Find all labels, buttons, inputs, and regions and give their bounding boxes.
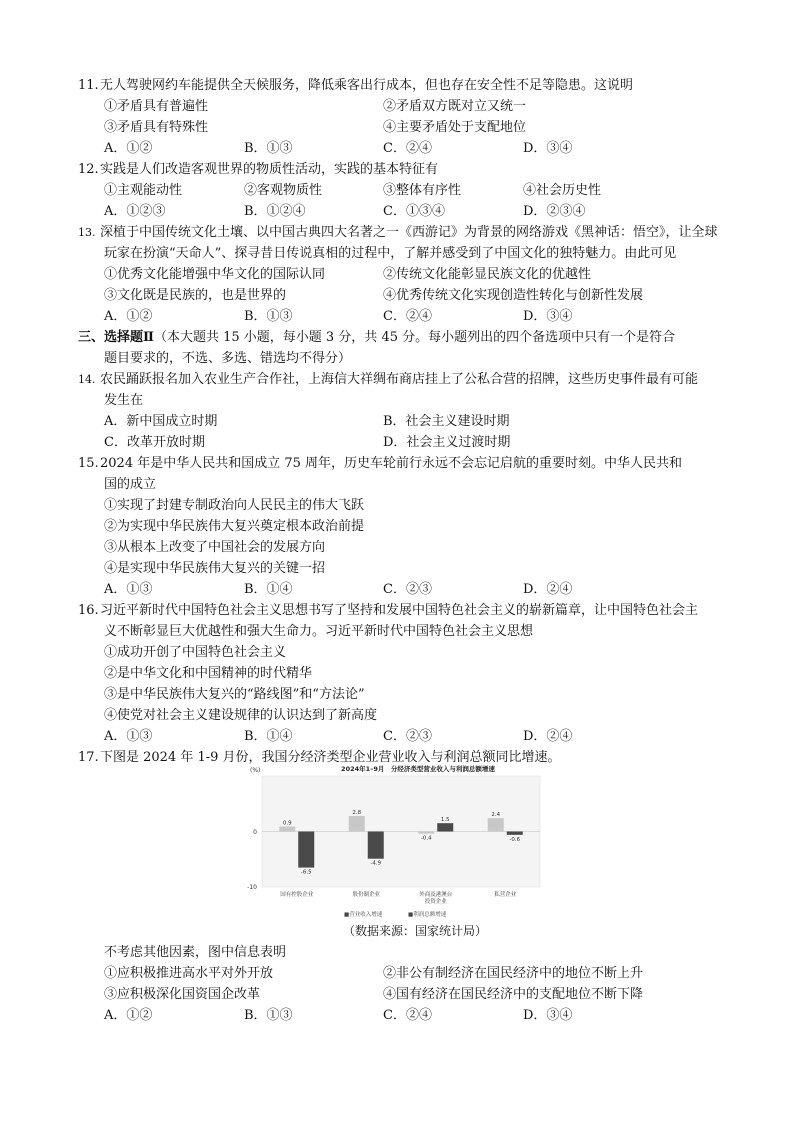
q11-item-3: ③矛盾具有特殊性 [104,120,209,135]
bar-revenue-1 [349,816,365,832]
q17-item-2: ②非公有制经济在国民经济中的地位不断上升 [383,966,644,981]
question-12-stem [78,161,439,179]
stem-text: 无人驾驶网约车能提供全天候服务，降低乘客出行成本，但也存在安全性不足等隐患。这说明 [100,78,634,93]
x-axis-labels [280,890,517,905]
q15-choice-a[interactable]: A．①③ [104,582,153,597]
x-tick-label-1-0: 股份制企业 [352,892,381,898]
q17-item-4: ④国有经济在国民经济中的支配地位不断下降 [383,987,644,1002]
bar-revenue-0 [279,827,295,832]
q13-choice-c[interactable]: C．②④ [383,309,432,324]
data-label-profit-1: -4.9 [370,860,382,867]
data-label-profit-0: -6.5 [300,869,312,876]
q16-item-3: ③是中华民族伟大复兴的“路线图”和“方法论” [104,687,365,702]
bar-revenue-2 [418,832,434,834]
q15-choice-c[interactable]: C．②③ [383,582,432,597]
question-14-stem-line-2: 发生在 [104,393,144,408]
q17-item-1: ①应积极推进高水平对外开放 [104,966,274,981]
bar-profit-0 [298,832,314,868]
q15-item-4: ④是实现中华民族伟大复兴的关键一招 [104,561,326,576]
q11-choice-d[interactable]: D．③④ [523,141,573,156]
question-number: 17. [78,750,99,765]
data-label-profit-2: 1.5 [440,817,450,824]
bar-revenue-3 [488,818,504,831]
q13-item-3: ③文化既是民族的，也是世界的 [104,288,287,303]
question-number: 12. [78,162,99,177]
q16-item-4: ④使党对社会主义建设规律的认识达到了新高度 [104,708,378,723]
q12-item-2: ②客观物质性 [244,183,323,198]
data-label-revenue-0: 0.9 [282,820,292,827]
q16-item-1: ①成功开创了中国特色社会主义 [104,645,287,660]
stem-text: 实践是人们改造客观世界的物质性活动，实践的基本特征有 [100,162,439,177]
q11-item-1: ①矛盾具有普遍性 [104,99,209,114]
data-label-revenue-1: 2.8 [352,809,362,816]
data-label-revenue-3: 2.4 [491,812,501,819]
legend-item-profit: ■利润总额增速 [408,912,447,918]
bar-profit-3 [507,832,523,835]
question-13-stem-line-1 [78,224,718,242]
q16-choice-c[interactable]: C．②③ [383,729,432,744]
question-number: 11. [78,78,99,93]
legend [344,910,447,918]
legend-item-revenue: ■营业收入增速 [344,912,383,918]
q16-item-2: ②是中华文化和中国精神的时代精华 [104,666,313,681]
stem-text: 农民踊跃报名加入农业生产合作社，上海信大祥绸布商店挂上了公私合营的招牌，这些历史事件最有可能 [100,372,699,387]
q11-item-4: ④主要矛盾处于支配地位 [383,120,527,135]
q13-item-4: ④优秀传统文化实现创造性转化与创新性发展 [383,288,644,303]
question-11-stem [78,77,634,95]
q13-choice-a[interactable]: A．①② [104,309,153,324]
q16-choice-b[interactable]: B．①④ [244,729,293,744]
stem-text: 下图是 2024 年 1-9 月份，我国分经济类型企业营业收入与利润总额同比增速。 [100,750,561,765]
q13-item-2: ②传统文化能彰显民族文化的优越性 [383,267,592,282]
chart-source: （数据来源：国家统计局） [343,924,488,938]
q17-choice-d[interactable]: D．③④ [523,1008,573,1023]
q11-choice-b[interactable]: B．①③ [244,141,293,156]
question-number: 13. [78,226,96,239]
q16-choice-a[interactable]: A．①③ [104,729,153,744]
section-note: （本大题共 15 小题，每小题 3 分，共 45 分。每小题列出的四个备选项中只有一个是符合 [153,330,676,345]
x-tick-label-2-0: 外商及港澳台 [419,892,453,898]
stem-text: 2024 年是中华人民共和国成立 75 周年，历史车轮前行永远不会忘记启航的重要时刻。中华人民共和 [100,456,683,471]
q14-choice-d[interactable]: D．社会主义过渡时期 [383,435,511,450]
question-16-stem-line-1 [78,602,699,620]
question-number: 16. [78,603,99,618]
q12-choice-c[interactable]: C．①③④ [383,204,445,219]
section-title: 三、选择题Ⅱ [78,330,154,345]
q15-item-1: ①实现了封建专制政治向人民民主的伟大飞跃 [104,498,365,513]
q12-item-3: ③整体有序性 [383,183,462,198]
question-16-stem-line-2: 义不断彰显巨大优越性和强大生命力。习近平新时代中国特色社会主义思想 [104,624,534,639]
q13-choice-d[interactable]: D．③④ [523,309,573,324]
x-tick-label-3-0: 私营企业 [494,892,517,898]
y-tick-label-0: 0 [253,829,257,836]
question-number: 14. [78,373,96,386]
x-tick-label-2-1: 投资企业 [424,899,447,905]
section-3-note-line-2: 题目要求的，不选、多选、错选均不得分） [104,351,352,366]
q17-choice-a[interactable]: A．①② [104,1008,153,1023]
question-15-stem-line-1 [78,455,683,473]
q16-choice-d[interactable]: D．②④ [523,729,573,744]
y-tick-label-neg10: -10 [247,884,257,891]
q17-item-3: ③应积极深化国资国企改革 [104,987,261,1002]
stem-text: 深植于中国传统文化土壤、以中国古典四大名著之一《西游记》为背景的网络游戏《黑神话：悟空》，让全球 [100,225,718,240]
data-label-profit-3: -0.6 [509,836,521,843]
question-15-stem-line-2: 国的成立 [104,477,157,492]
bar-profit-1 [368,832,384,859]
chart-ylabel: (%) [250,767,261,774]
q14-choice-b[interactable]: B．社会主义建设时期 [383,414,510,429]
q14-choice-a[interactable]: A．新中国成立时期 [104,414,218,429]
q15-choice-d[interactable]: D．②④ [523,582,573,597]
stem-text: 习近平新时代中国特色社会主义思想书写了坚持和发展中国特色社会主义的崭新篇章，让中国特色社会主 [100,603,699,618]
q17-lead: 不考虑其他因素，图中信息表明 [104,945,287,960]
x-tick-label-0-0: 国有控股企业 [280,892,314,898]
q15-item-3: ③从根本上改变了中国社会的发展方向 [104,540,326,555]
q11-choice-a[interactable]: A．①② [104,141,153,156]
question-13-stem-line-2: 玩家在扮演“天命人”、探寻昔日传说真相的过程中，了解并感受到了中国文化的独特魅力。由此可见 [104,246,677,261]
chart-title: 2024年1–9月 分经济类型营业收入与利润总额增速 [341,765,495,773]
q12-item-4: ④社会历史性 [523,183,602,198]
q12-item-1: ①主观能动性 [104,183,183,198]
q15-choice-b[interactable]: B．①④ [244,582,293,597]
q11-choice-c[interactable]: C．②④ [383,141,432,156]
question-14-stem-line-1 [78,371,699,389]
q17-choice-c[interactable]: C．②④ [383,1008,432,1023]
q12-choice-a[interactable]: A．①②③ [104,204,166,219]
q12-choice-b[interactable]: B．①②④ [244,204,306,219]
question-number: 15. [78,456,99,471]
q12-choice-d[interactable]: D．②③④ [523,204,586,219]
q11-item-2: ②矛盾双方既对立又统一 [383,99,527,114]
q13-choice-b[interactable]: B．①③ [244,309,293,324]
q13-item-1: ①优秀文化能增强中华文化的国际认同 [104,267,326,282]
q17-choice-b[interactable]: B．①③ [244,1008,293,1023]
bar-profit-2 [437,823,453,831]
bar-chart [240,762,560,924]
data-label-revenue-2: -0.4 [420,835,432,842]
section-3-heading [78,329,675,347]
q14-choice-c[interactable]: C．改革开放时期 [104,435,205,450]
q15-item-2: ②为实现中华民族伟大复兴奠定根本政治前提 [104,519,365,534]
